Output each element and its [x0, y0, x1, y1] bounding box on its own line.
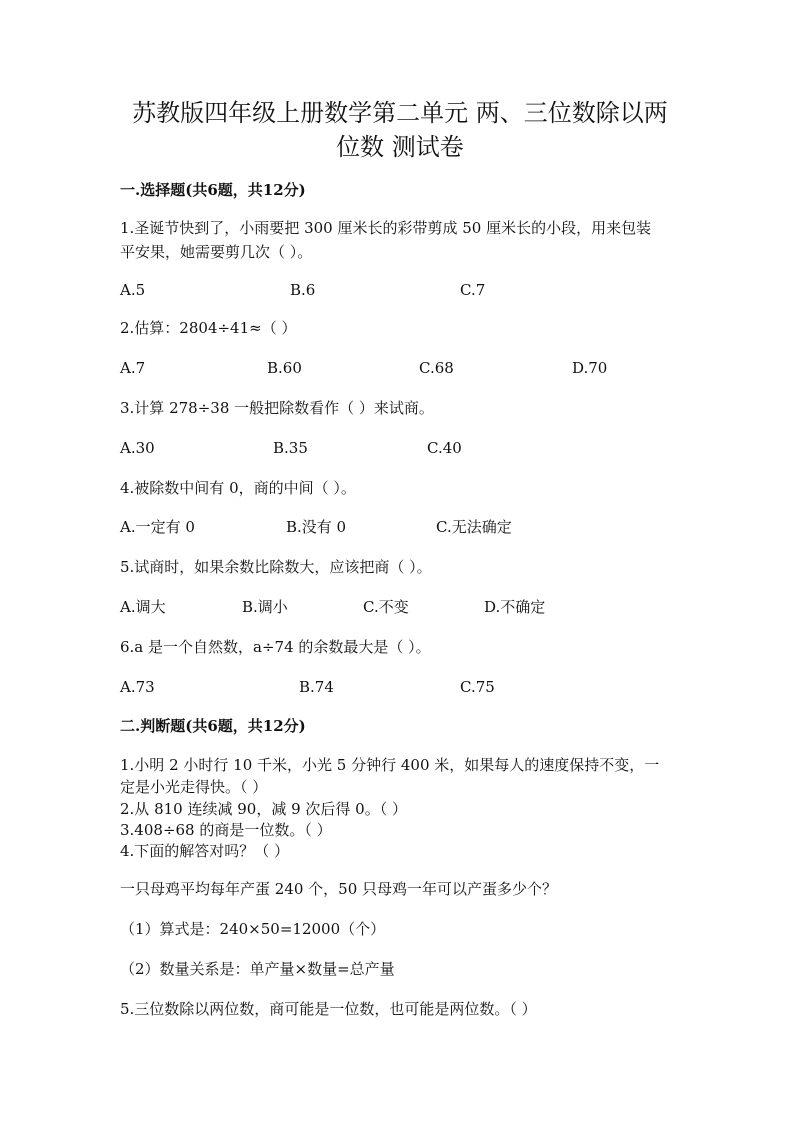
- question-5-option-a: A.调大: [120, 598, 166, 616]
- question-6-option-b: B.74: [299, 678, 334, 696]
- judge-q2: 2.从 810 连续减 90，减 9 次后得 0。（ ）: [120, 800, 407, 818]
- question-5-option-c: C.不变: [363, 598, 409, 616]
- question-6-option-a: A.73: [120, 678, 155, 696]
- question-1-option-c: C.7: [460, 281, 486, 299]
- question-2-option-a: A.7: [120, 359, 146, 377]
- judge-q1-line-2: 定是小光走得快。（ ）: [120, 778, 268, 796]
- question-4-option-a: A.一定有 0: [120, 518, 195, 536]
- question-2-option-b: B.60: [267, 359, 302, 377]
- question-2-option-d: D.70: [572, 359, 608, 377]
- judge-q4-step-1: （1）算式是：240×50=12000（个）: [120, 920, 386, 938]
- judge-q4-step-2: （2）数量关系是：单产量×数量=总产量: [120, 960, 395, 978]
- question-3-option-b: B.35: [273, 439, 308, 457]
- question-5-option-b: B.调小: [242, 598, 288, 616]
- judge-q4-problem: 一只母鸡平均每年产蛋 240 个，50 只母鸡一年可以产蛋多少个？: [120, 880, 558, 898]
- section-heading-choice: 一.选择题(共6题，共12分): [120, 181, 306, 199]
- judge-q3: 3.408÷68 的商是一位数。（ ）: [120, 821, 332, 839]
- question-3-line-1: 3.计算 278÷38 一般把除数看作（ ）来试商。: [120, 399, 434, 417]
- question-6-line-1: 6.a 是一个自然数，a÷74 的余数最大是（ ）。: [120, 638, 431, 656]
- question-2-option-c: C.68: [419, 359, 454, 377]
- title-line-1: 苏教版四年级上册数学第二单元 两、三位数除以两: [132, 99, 668, 127]
- question-6-option-c: C.75: [460, 678, 495, 696]
- question-3-option-a: A.30: [120, 439, 155, 457]
- question-4-option-b: B.没有 0: [286, 518, 347, 536]
- judge-q1-line-1: 1.小明 2 小时行 10 千米，小光 5 分钟行 400 米，如果每人的速度保持不变，一: [120, 756, 660, 774]
- question-5-line-1: 5.试商时，如果余数比除数大，应该把商（ ）。: [120, 558, 432, 576]
- judge-q5: 5.三位数除以两位数，商可能是一位数，也可能是两位数。（ ）: [120, 1000, 537, 1018]
- judge-q4: 4.下面的解答对吗？（ ）: [120, 842, 290, 860]
- question-3-option-c: C.40: [427, 439, 462, 457]
- question-2-line-1: 2.估算：2804÷41≈（ ）: [120, 319, 297, 337]
- page-title: [100, 96, 700, 164]
- title-line-2: 位数 测试卷: [336, 133, 464, 161]
- question-4-line-1: 4.被除数中间有 0，商的中间（ ）。: [120, 479, 356, 497]
- question-1-line-2: 平安果，她需要剪几次（ ）。: [120, 243, 313, 261]
- question-1-option-a: A.5: [120, 281, 146, 299]
- question-1-line-1: 1.圣诞节快到了，小雨要把 300 厘米长的彩带剪成 50 厘米长的小段，用来包装: [120, 219, 652, 237]
- question-4-option-c: C.无法确定: [436, 518, 512, 536]
- question-1-option-b: B.6: [290, 281, 316, 299]
- section-heading-judge: 二.判断题(共6题，共12分): [120, 717, 306, 735]
- question-5-option-d: D.不确定: [484, 598, 546, 616]
